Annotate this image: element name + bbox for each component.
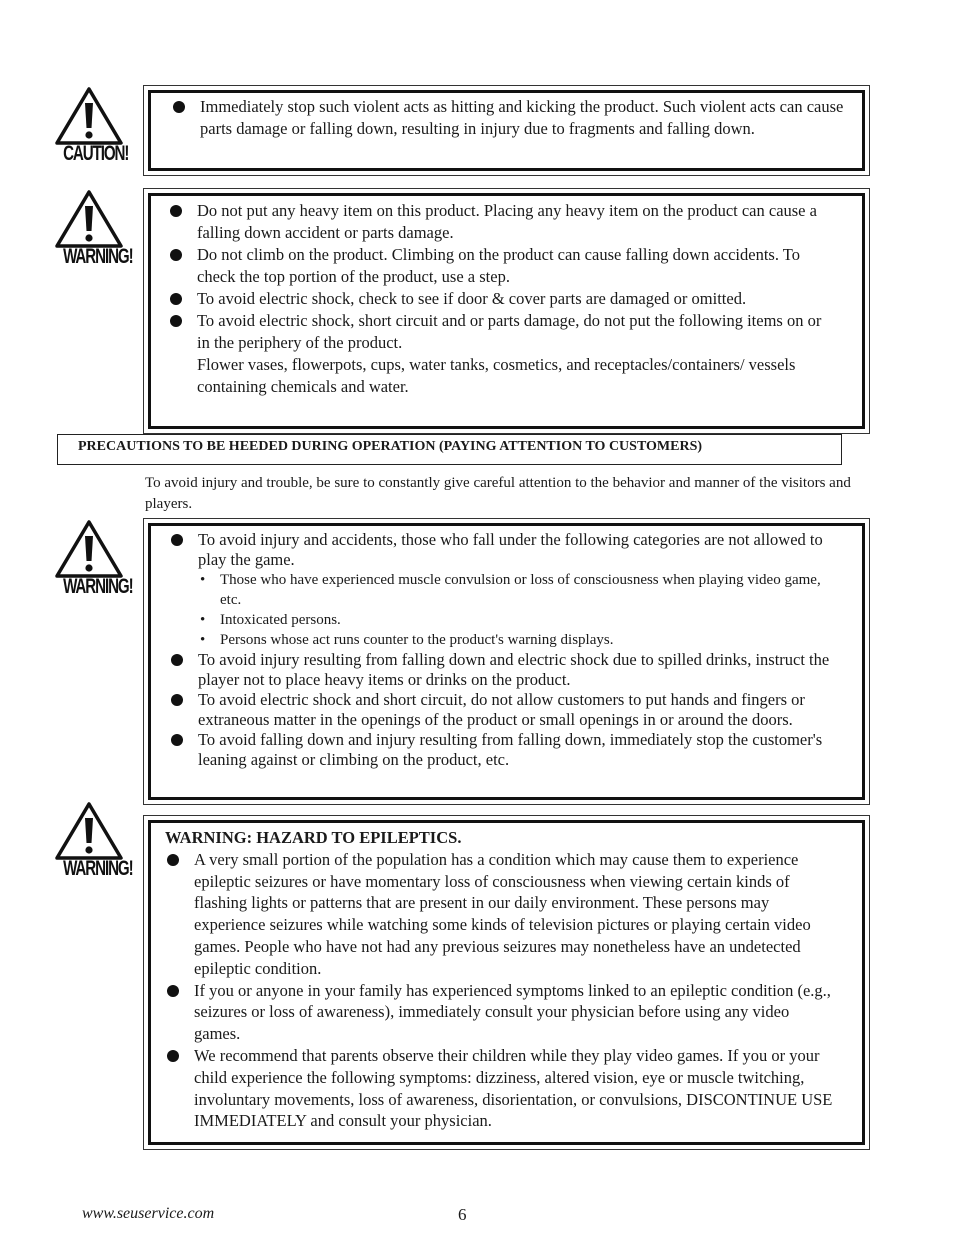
list-item: Do not put any heavy item on this product. Placing any heavy item on the product can cause a falling down accident or parts damage. xyxy=(197,200,827,244)
caution-content xyxy=(200,96,850,140)
bullet-icon xyxy=(170,249,182,261)
exclamation-triangle-icon xyxy=(54,519,124,579)
bullet-icon xyxy=(171,694,183,706)
list-item: To avoid electric shock, check to see if door & cover parts are damaged or omitted. xyxy=(197,288,827,310)
section-heading: PRECAUTIONS TO BE HEEDED DURING OPERATION (PAYING ATTENTION TO CUSTOMERS) xyxy=(57,434,842,465)
sub-list-item: • Persons whose act runs counter to the product's warning displays. xyxy=(200,632,614,648)
sub-list-item: • Those who have experienced muscle convulsion or loss of consciousness when playing video game, etc. xyxy=(200,572,821,608)
list-item: Do not climb on the product. Climbing on the product can cause falling down accidents. To check the top portion of the product, use a step. xyxy=(197,244,827,288)
warning-3-title: WARNING: HAZARD TO EPILEPTICS. xyxy=(165,828,462,847)
warning-1-content xyxy=(197,200,827,398)
list-item: Immediately stop such violent acts as hitting and kicking the product. Such violent acts can cause parts damage or falling down, resulting in injury due to fragments and falling down. xyxy=(200,96,850,140)
list-item: If you or anyone in your family has experienced symptoms linked to an epileptic condition (e.g., seizures or loss of awareness), immediately consult your physician before using any video games. xyxy=(194,980,835,1045)
page-number: 6 xyxy=(458,1205,467,1224)
intro-text: To avoid injury and trouble, be sure to constantly give careful attention to the behavior and manner of the visitors and players. xyxy=(145,475,851,512)
bullet-icon xyxy=(170,315,182,327)
exclamation-triangle-icon xyxy=(54,86,124,146)
bullet-icon xyxy=(173,101,185,113)
warning-label: WARNING! xyxy=(63,245,133,268)
sub-bullet-icon: • xyxy=(200,612,206,628)
warning-label: WARNING! xyxy=(63,857,133,880)
warning-2-content xyxy=(198,530,838,770)
warning-label: WARNING! xyxy=(63,575,133,598)
bullet-icon xyxy=(170,205,182,217)
bullet-icon xyxy=(167,1050,179,1062)
exclamation-triangle-icon xyxy=(54,189,124,249)
list-item: To avoid injury resulting from falling down and electric shock due to spilled drinks, instruct the player not to place heavy items or drinks on the product. xyxy=(198,650,838,690)
list-item: To avoid electric shock, short circuit and or parts damage, do not put the following items on or in the periphery of the product. xyxy=(197,310,827,354)
sub-list-item: • Intoxicated persons. xyxy=(200,612,341,628)
warning-icon-group xyxy=(53,519,133,599)
caution-label: CAUTION! xyxy=(63,142,129,165)
sub-bullet-icon: • xyxy=(200,632,206,648)
bullet-icon xyxy=(170,293,182,305)
bullet-icon xyxy=(171,534,183,546)
exclamation-triangle-icon xyxy=(54,801,124,861)
list-item: A very small portion of the population has a condition which may cause them to experience epileptic seizures or have momentary loss of consciousness when viewing certain kinds of flashing lights or patterns that are present in our daily environment. These persons may experience seizures while watching some kinds of television pictures or playing certain video games. People who have not had any previous seizures may nonetheless have an undetected epileptic condition. xyxy=(194,849,835,980)
bullet-icon xyxy=(171,734,183,746)
list-item: To avoid injury and accidents, those who fall under the following categories are not allowed to play the game. xyxy=(198,530,838,570)
bullet-icon xyxy=(167,854,179,866)
caution-icon-group xyxy=(53,86,129,166)
warning-icon-group xyxy=(53,801,133,881)
sub-bullet-icon: • xyxy=(200,572,206,588)
list-item: To avoid falling down and injury resulting from falling down, immediately stop the customer's leaning against or climbing on the product, etc. xyxy=(198,730,838,770)
bullet-icon xyxy=(171,654,183,666)
warning-1-note: Flower vases, flowerpots, cups, water tanks, cosmetics, and receptacles/containers/ vessels containing chemicals and water. xyxy=(197,355,796,396)
list-item: We recommend that parents observe their children while they play video games. If you or your child experience the following symptoms: dizziness, altered vision, eye or muscle twitching, involuntary movements, loss of awareness, disorientation, or convulsions, DISCONTINUE USE IMMEDIATELY and consult your physician. xyxy=(194,1045,835,1132)
list-item: To avoid electric shock and short circuit, do not allow customers to put hands and fingers or extraneous matter in the openings of the product or small openings in or around the doors. xyxy=(198,690,838,730)
bullet-icon xyxy=(167,985,179,997)
warning-icon-group xyxy=(53,189,133,269)
footer-url: www.seuservice.com xyxy=(82,1205,215,1222)
warning-3-content xyxy=(165,827,835,1132)
